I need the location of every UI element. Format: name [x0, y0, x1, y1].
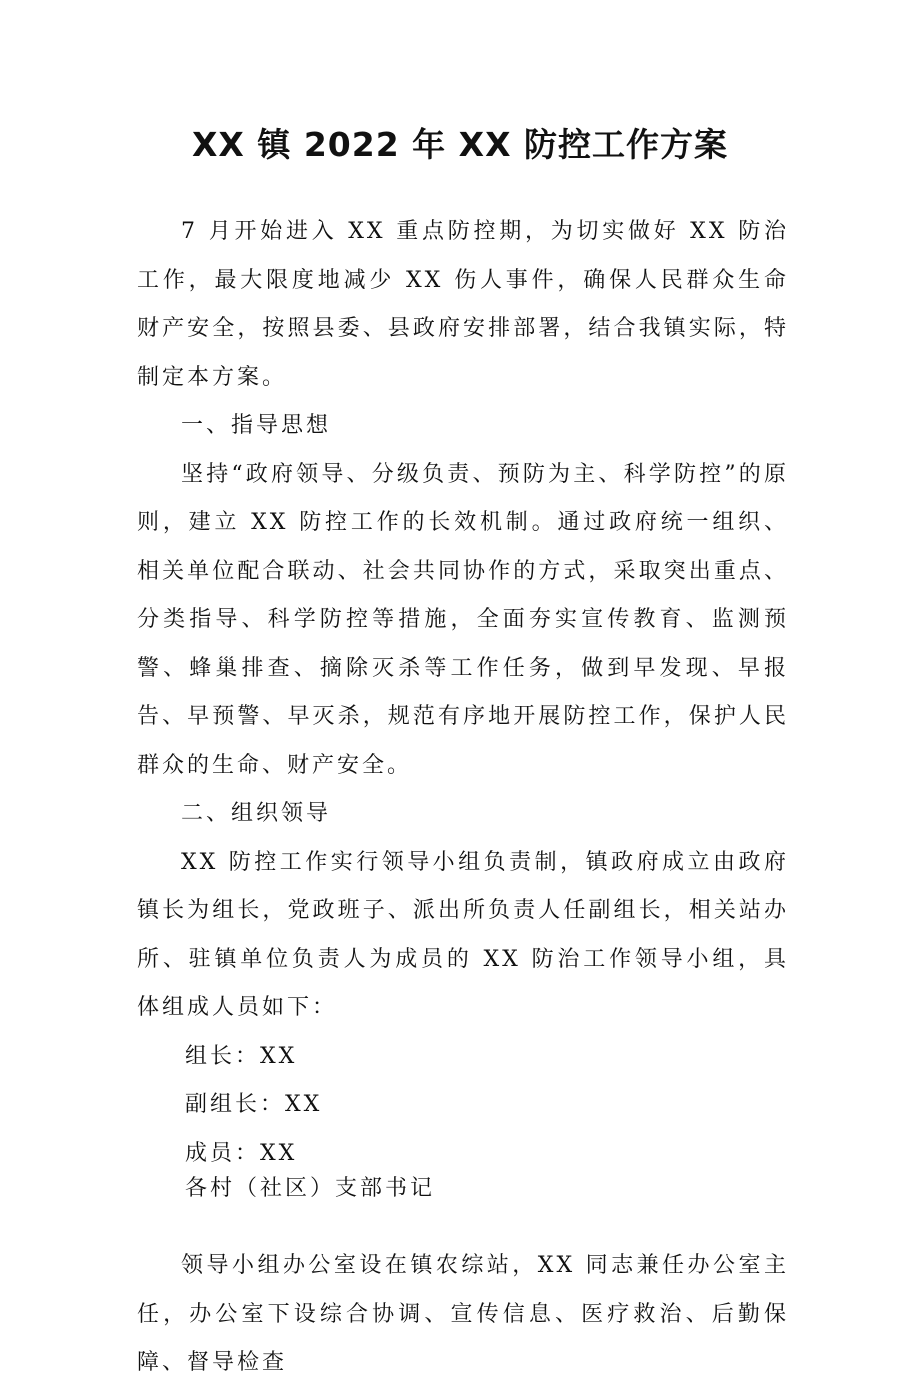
office-paragraph: 领导小组办公室设在镇农综站，XX 同志兼任办公室主任，办公室下设综合协调、宣传信息、医疗救治、后勤保障、督导检查	[137, 1253, 789, 1375]
section-heading-organization: 二、组织领导	[181, 801, 332, 826]
leader-line: 组长：XX	[185, 1043, 298, 1069]
intro-paragraph: 7 月开始进入 XX 重点防控期，为切实做好 XX 防治工作，最大限度地减少 XX 伤人事件，确保人民群众生命财产安全，按照县委、县政府安排部署，结合我镇实际，特制定本方案。	[137, 219, 789, 390]
deputy-leader-line: 副组长：XX	[185, 1092, 323, 1117]
members-extra-line: 各村（社区）支部书记	[185, 1176, 436, 1201]
document-body	[137, 208, 789, 1388]
paragraph-gap	[137, 1204, 789, 1242]
guiding-ideology-paragraph: 坚持“政府领导、分级负责、预防为主、科学防控”的原则，建立 XX 防控工作的长效机制。通过政府统一组织、相关单位配合联动、社会共同协作的方式，采取突出重点、分类指导、科学防控等措施，全面夯实宣传教育、监测预警、蜂巢排查、摘除灭杀等工作任务，做到早发现、早报告、早预警、早灭杀，规范有序地开展防控工作，保护人民群众的生命、财产安全。	[137, 461, 789, 778]
section-heading-guiding-ideology: 一、指导思想	[181, 413, 332, 438]
members-line: 成员：XX	[185, 1140, 298, 1166]
document-title: XX 镇 2022 年 XX 防控工作方案	[191, 125, 729, 164]
organization-paragraph: XX 防控工作实行领导小组负责制，镇政府成立由政府镇长为组长，党政班子、派出所负责人任副组长，相关站办所、驻镇单位负责人为成员的 XX 防治工作领导小组，具体组成人员如下：	[137, 849, 789, 1020]
